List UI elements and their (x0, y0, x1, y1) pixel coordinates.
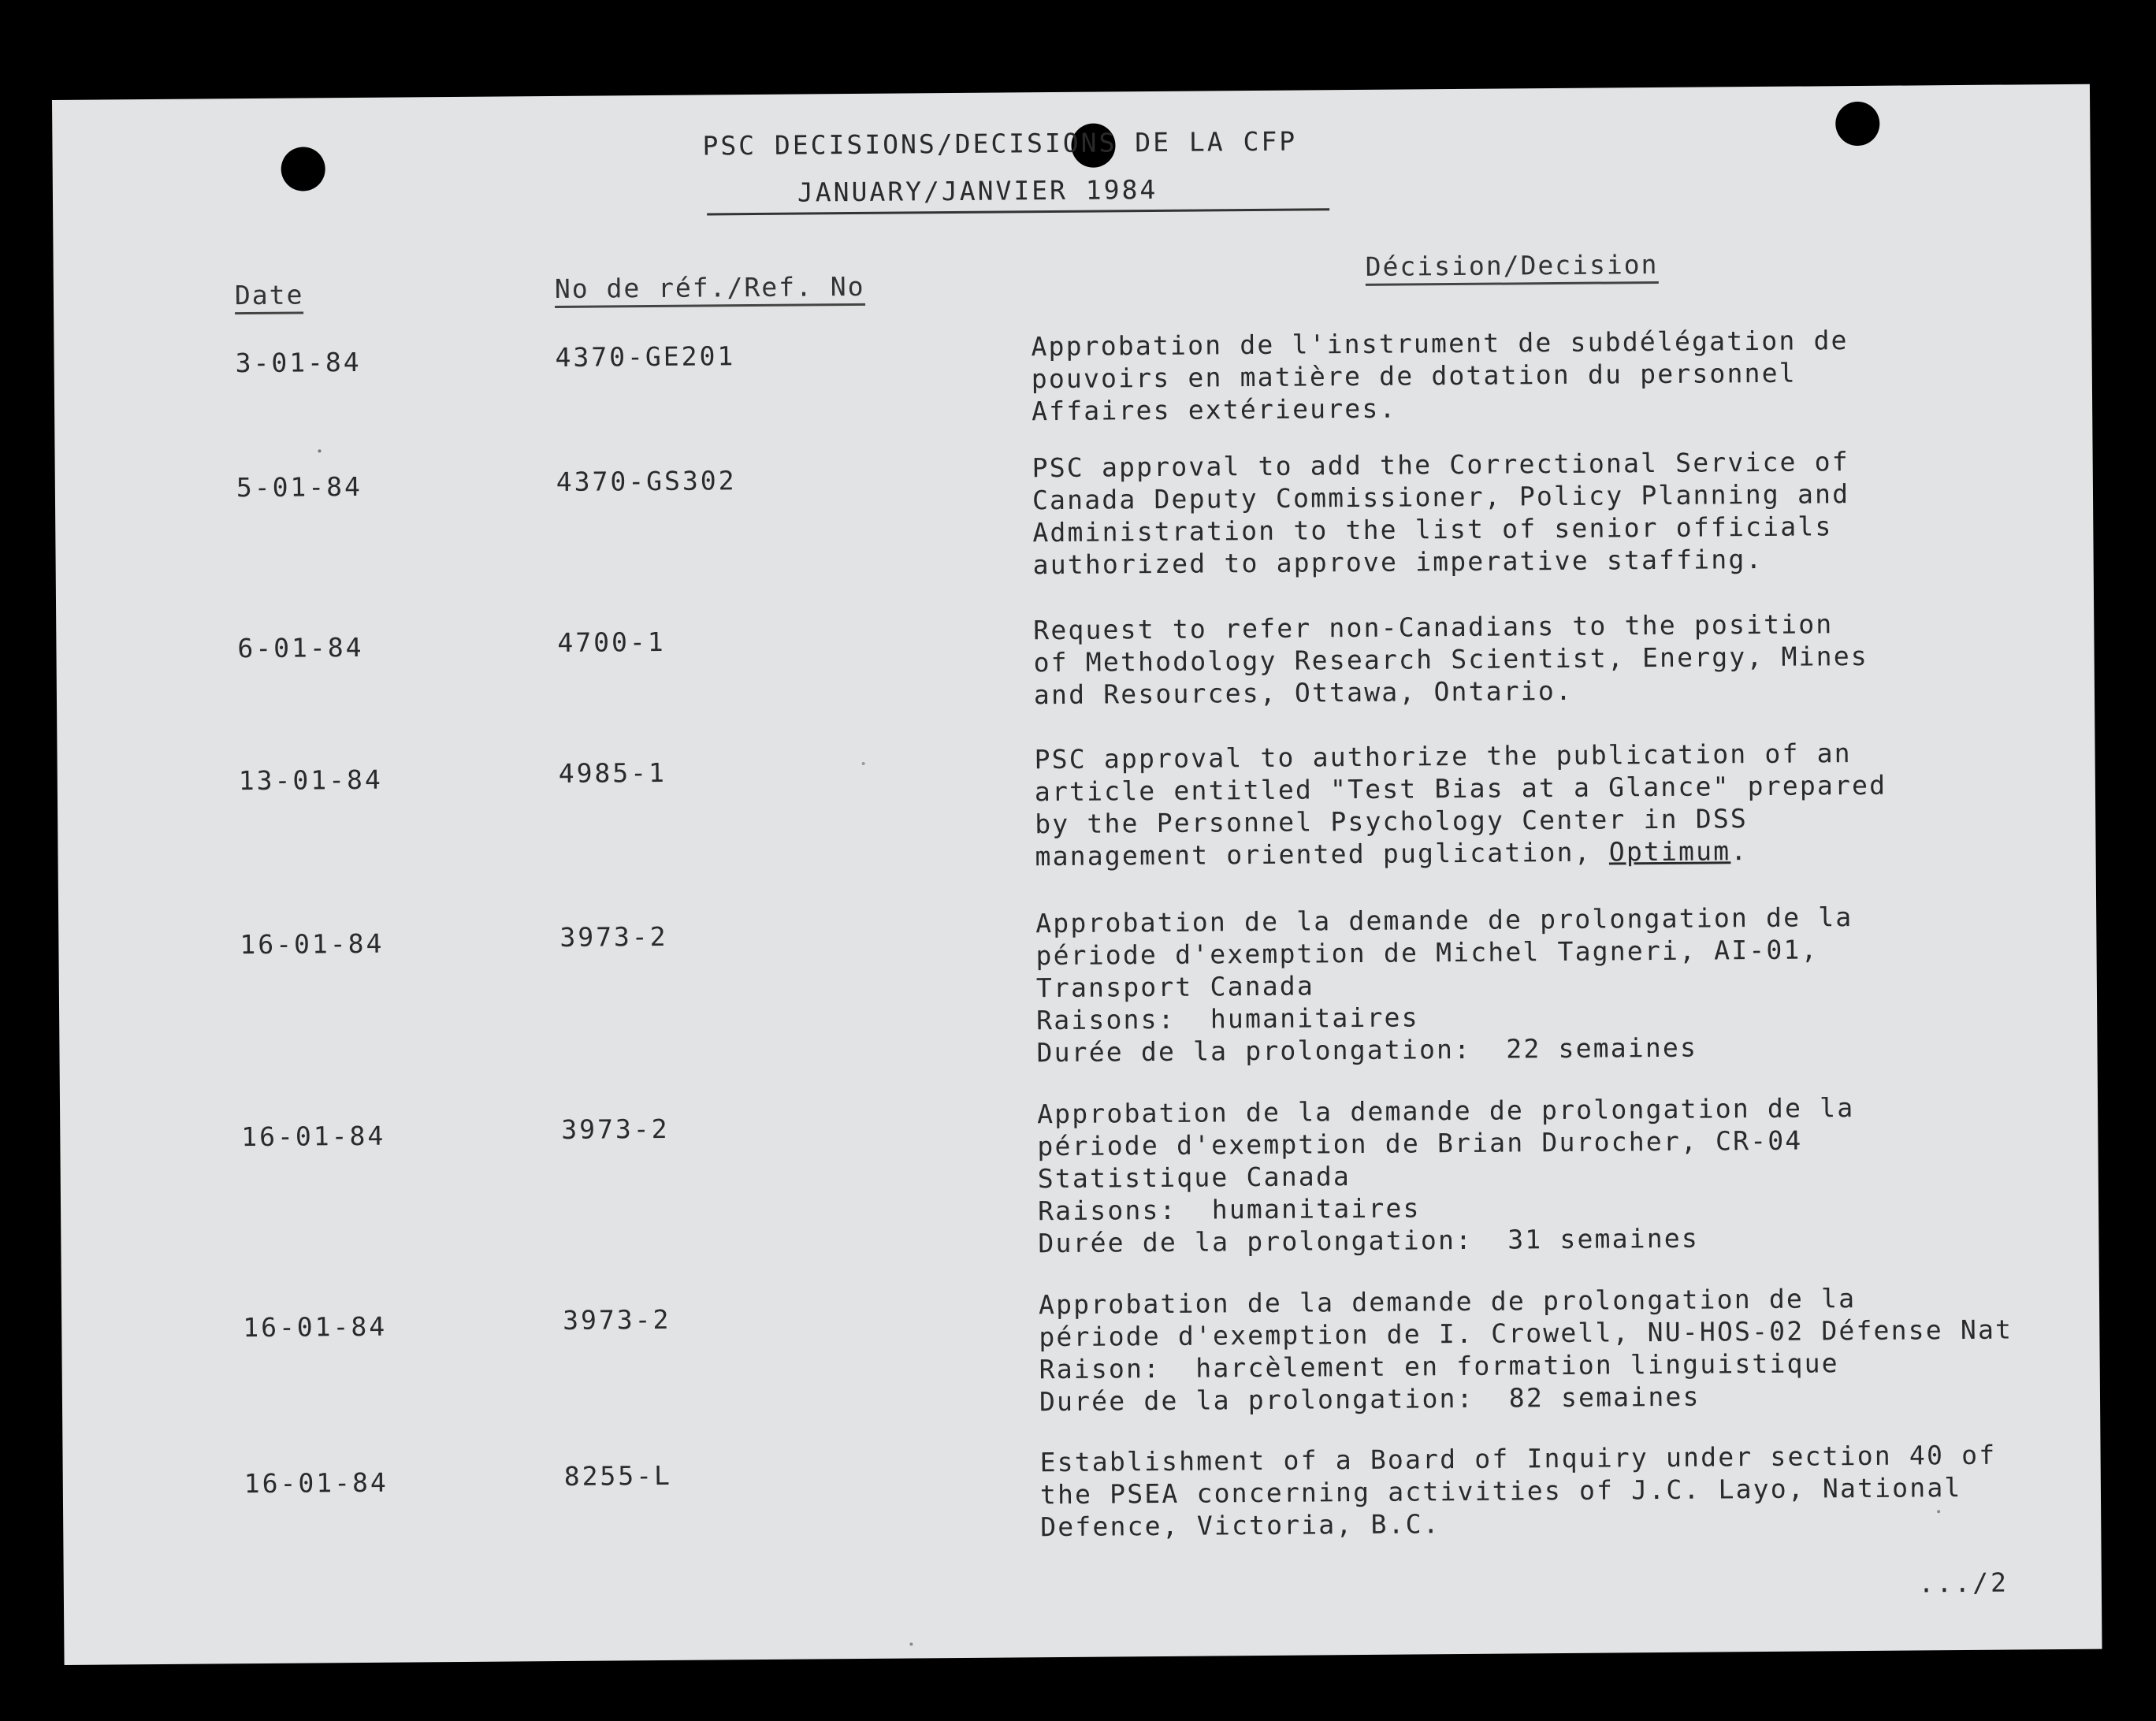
decision-line: Raison: harcèlement en formation linguistique (1039, 1347, 1839, 1385)
decision-line: authorized to approve imperative staffing. (1032, 543, 1764, 581)
entry-ref: 4370-GS302 (556, 465, 737, 497)
decision-line: the PSEA concerning activities of J.C. Layo, National (1039, 1472, 1962, 1511)
decision-line: Approbation de l'instrument de subdélégation de (1031, 325, 1849, 362)
entry-ref: 4700-1 (557, 626, 666, 658)
decision-line: Transport Canada (1035, 970, 1315, 1004)
column-header-decision: Décision/Decision (1366, 249, 1659, 286)
decision-line: Request to refer non-Canadians to the position (1033, 608, 1834, 646)
entry-date: 16-01-84 (243, 1466, 388, 1500)
decision-line: Durée de la prolongation: 22 semaines (1036, 1031, 1698, 1069)
decision-line: Defence, Victoria, B.C. (1040, 1508, 1440, 1543)
decision-line: Establishment of a Board of Inquiry under section 40 of (1039, 1439, 1997, 1478)
column-header-ref: No de réf./Ref. No (555, 271, 865, 308)
publication-title: Optimum (1608, 835, 1731, 868)
document-page (52, 84, 2102, 1665)
decision-line: PSC approval to add the Correctional Service of (1032, 446, 1850, 484)
decision-line: Approbation de la demande de prolongation de la (1036, 1092, 1855, 1130)
column-header-date: Date (235, 279, 304, 314)
entry-date: 16-01-84 (241, 1120, 386, 1153)
entry-date: 6-01-84 (237, 631, 364, 664)
entry-ref: 3973-2 (563, 1303, 671, 1336)
decision-line: période d'exemption de Brian Durocher, CR-04 (1037, 1124, 1803, 1162)
decision-line: by the Personnel Psychology Center in DSS (1035, 803, 1749, 840)
decision-line: période d'exemption de Michel Tagneri, AI-01, (1035, 934, 1819, 972)
document-subtitle: JANUARY/JANVIER 1984 (797, 173, 1158, 208)
line-trail: . (1730, 835, 1749, 867)
decision-line: Statistique Canada (1037, 1161, 1351, 1195)
entry-ref: 3973-2 (561, 1113, 670, 1145)
decision-line: Durée de la prolongation: 82 semaines (1039, 1381, 1701, 1418)
page-continuation: .../2 (1918, 1567, 2009, 1599)
decision-line: Administration to the list of senior officials (1032, 511, 1833, 548)
decision-line: pouvoirs en matière de dotation du personnel (1031, 357, 1797, 395)
entry-ref: 3973-2 (559, 920, 668, 953)
decision-line: Affaires extérieures. (1031, 392, 1397, 427)
decision-line: période d'exemption de I. Crowell, NU-HOS-02 Défense Nat (1039, 1314, 2013, 1353)
decision-line: Raisons: humanitaires (1037, 1192, 1421, 1227)
scan-specks (52, 84, 2102, 1665)
decision-line: Raisons: humanitaires (1036, 1002, 1419, 1036)
decision-line: Approbation de la demande de prolongation de la (1035, 901, 1853, 939)
entry-ref: 4985-1 (558, 756, 667, 789)
entry-date: 3-01-84 (235, 346, 362, 379)
entry-ref: 4370-GE201 (555, 340, 736, 373)
decision-line-text: management oriented puglication, (1035, 836, 1592, 872)
entry-date: 13-01-84 (238, 764, 383, 797)
entry-date: 16-01-84 (243, 1310, 388, 1344)
decision-line: of Methodology Research Scientist, Energy, Mines (1033, 640, 1869, 678)
decision-line: Approbation de la demande de prolongation de la (1038, 1283, 1857, 1321)
document-title: PSC DECISIONS/DECISIONS DE LA CFP (702, 125, 1298, 162)
entry-ref: 8255-L (563, 1459, 673, 1492)
decision-line: Canada Deputy Commissioner, Policy Planning and (1032, 478, 1850, 516)
entry-date: 16-01-84 (240, 927, 385, 961)
decision-line: article entitled "Test Bias at a Glance" prepared (1034, 769, 1887, 808)
decision-line: and Resources, Ottawa, Ontario. (1033, 675, 1574, 711)
decision-line: Durée de la prolongation: 31 semaines (1038, 1222, 1700, 1259)
entry-date: 5-01-84 (236, 470, 363, 504)
decision-line: PSC approval to authorize the publication of an (1034, 738, 1852, 775)
